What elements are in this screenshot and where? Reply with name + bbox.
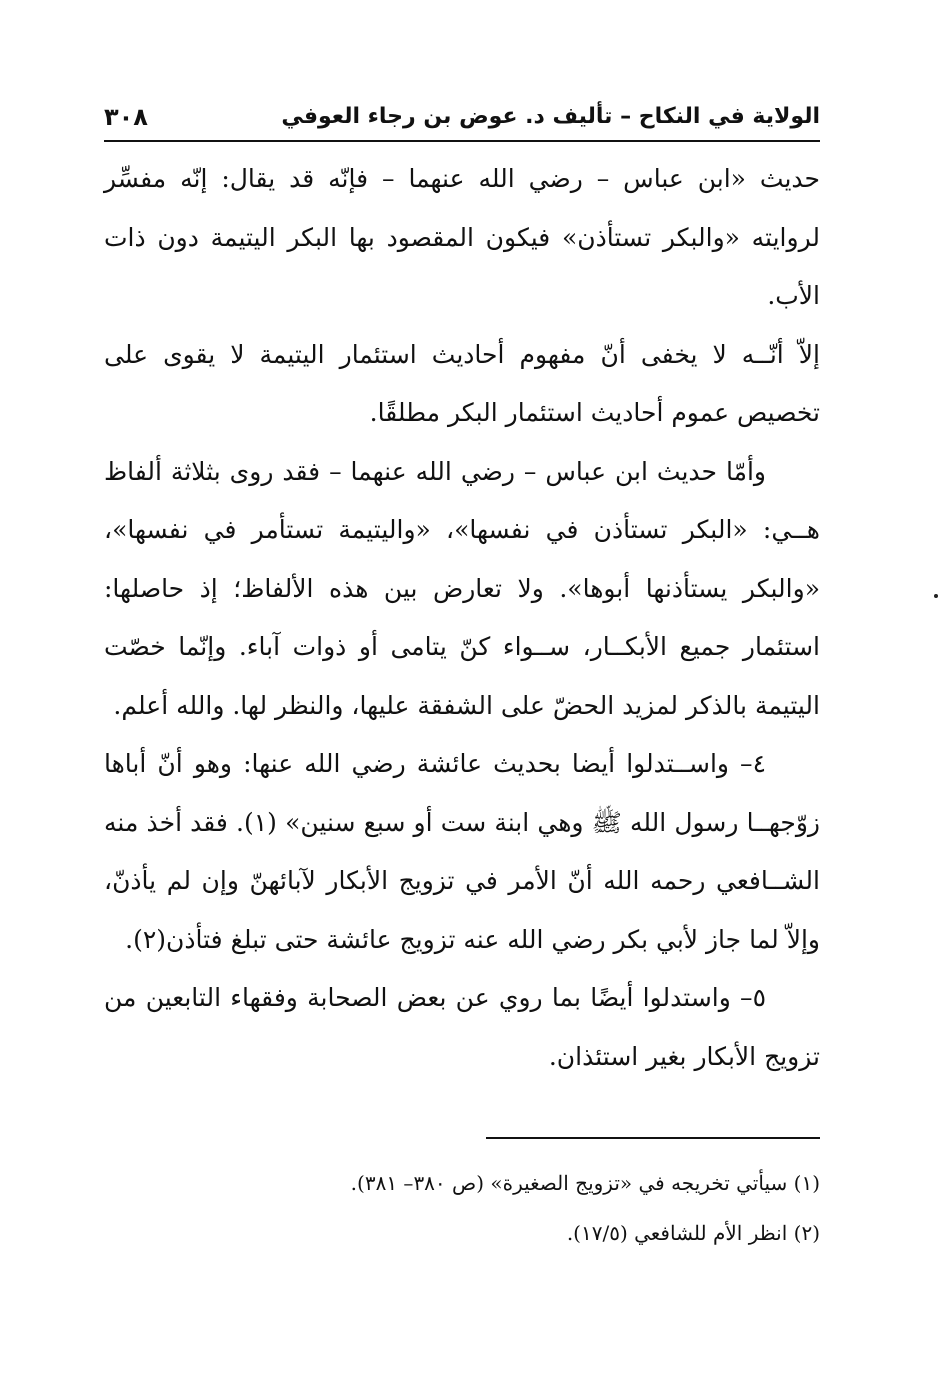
header-divider: [104, 140, 820, 142]
paragraph-5: ٥– واستدلوا أيضًا بما روي عن بعض الصحابة وفقهاء التابعين من تزويج الأبكار بغير استئذان.: [104, 983, 820, 1071]
scan-speck: [934, 594, 938, 598]
footnotes: [104, 1158, 820, 1258]
footnote-1: (١) سيأتي تخريجه في «تزويج الصغيرة» (ص ٣٨٠– ٣٨١).: [350, 1171, 820, 1195]
page-number: ٣٠٨: [104, 103, 148, 131]
footnote-2: (٢) انظر الأم للشافعي (١٧/٥).: [566, 1221, 820, 1245]
paragraph-3: وأمّا حديث ابن عباس – رضي الله عنهما – فقد روى بثلاثة ألفاظ هــي: «البكر تستأذن في نفسها»، «واليتيمة تستأمر في نفسها»، «والبكر يستأذنها أبوها». ولا تعارض بين هذه الألفاظ؛ إذ حاصلها: استئمار جميع الأبكــار، ســواء كنّ يتامى أو ذوات آباء. وإنّما خصّت اليتيمة بالذكر لمزيد الحضّ على الشفقة عليها، والنظر لها. والله أعلم.: [104, 456, 820, 720]
paragraph-2: إلاّ أنّــه لا يخفى أنّ مفهوم أحاديث استئمار اليتيمة لا يقوى على تخصيص عموم أحاديث استئمار البكر مطلقًا.: [104, 339, 820, 427]
footnote-divider: [486, 1137, 820, 1139]
running-header: [104, 96, 820, 140]
paragraph-4: ٤– واســتدلوا أيضا بحديث عائشة رضي الله عنها: وهو أنّ أباها زوّجهــا رسول الله ﷺ وهي ابنة ست أو سبع سنين» (١). فقد أخذ منه الشــافعي رحمه الله أنّ الأمر في تزويج الأبكار لآبائهنّ وإن لم يأذنّ، وإلاّ لما جاز لأبي بكر رضي الله عنه تزويج عائشة حتى تبلغ فتأذن(٢).: [104, 749, 820, 954]
paragraph-1: حديث «ابن عباس – رضي الله عنهما – فإنّه قد يقال: إنّه مفسِّر لروايته «والبكر تستأذن» فيكون المقصود بها البكر اليتيمة دون ذات الأب.: [104, 164, 820, 310]
running-header-title: الولاية في النكاح – تأليف د. عوض بن رجاء العوفي: [281, 104, 820, 129]
main-text: [104, 150, 820, 1086]
